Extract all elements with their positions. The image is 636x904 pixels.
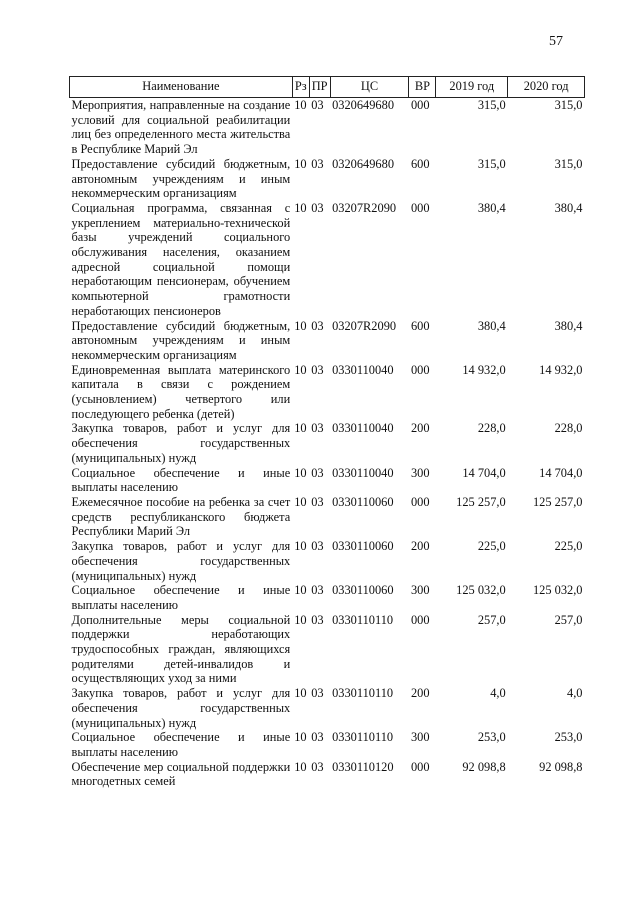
cell-cs: 0330110110 — [332, 686, 394, 701]
table-header — [70, 77, 585, 98]
cell-name: Закупка товаров, работ и услуг для обеспечения государственных (муниципальных) нужд — [71, 686, 291, 730]
column-header-cs: ЦС — [330, 77, 409, 98]
cell-vr: 000 — [410, 98, 430, 112]
table-row — [70, 686, 585, 730]
cell-rz: 10 — [294, 612, 307, 627]
cell-2020: 14 932,0 — [539, 362, 583, 377]
cell-cs: 0330110040 — [332, 465, 394, 480]
cell-2020: 315,0 — [554, 156, 583, 171]
cell-cs: 0330110110 — [332, 612, 394, 627]
cell-cs: 0330110060 — [332, 583, 394, 598]
cell-pr: 03 — [311, 686, 324, 701]
cell-pr: 03 — [311, 318, 324, 333]
cell-cs: 0330110060 — [332, 539, 394, 554]
cell-cs: 0320649680 — [332, 156, 395, 171]
cell-2020: 228,0 — [554, 421, 583, 436]
cell-2020: 225,0 — [554, 539, 583, 554]
cell-pr: 03 — [311, 421, 324, 436]
cell-rz: 10 — [294, 583, 307, 598]
table-row — [70, 421, 585, 465]
cell-name: Социальное обеспечение и иные выплаты населению — [71, 730, 291, 759]
cell-2020: 257,0 — [554, 612, 583, 627]
table-body — [70, 98, 585, 790]
cell-vr: 600 — [410, 156, 430, 171]
column-header-name: Наименование — [70, 77, 293, 98]
cell-rz: 10 — [294, 421, 307, 436]
cell-2019: 315,0 — [477, 98, 506, 112]
table-row — [70, 157, 585, 201]
cell-2019: 225,0 — [477, 539, 506, 554]
cell-cs: 0330110040 — [332, 421, 394, 436]
column-header-2020: 2020 год — [508, 77, 585, 98]
cell-pr: 03 — [311, 583, 324, 598]
cell-name: Социальная программа, связанная с укреплением материально-технической базы учреждений социального обслуживания населения, оказанием адресной социальной помощи неработающим пенсионерам, обучением компьютерной грамотности неработающих пенсионеров — [71, 200, 291, 318]
cell-2019: 92 098,8 — [462, 759, 506, 774]
cell-vr: 300 — [410, 465, 430, 480]
cell-name: Предоставление субсидий бюджетным, автономным учреждениям и иным некоммерческим организациям — [71, 156, 291, 201]
cell-pr: 03 — [311, 759, 324, 774]
cell-name: Социальное обеспечение и иные выплаты населению — [71, 465, 291, 495]
cell-2019: 380,4 — [477, 318, 506, 333]
cell-2019: 14 704,0 — [462, 465, 506, 480]
table-row — [70, 495, 585, 539]
cell-vr: 000 — [410, 759, 430, 774]
cell-cs: 0320649680 — [332, 98, 395, 112]
cell-2020: 315,0 — [554, 98, 583, 112]
table-row — [70, 760, 585, 789]
cell-cs: 0330110040 — [332, 362, 394, 377]
cell-rz: 10 — [294, 318, 307, 333]
cell-vr: 300 — [410, 583, 430, 598]
cell-2020: 14 704,0 — [539, 465, 583, 480]
cell-name: Обеспечение мер социальной поддержки многодетных семей — [71, 759, 291, 789]
cell-2019: 125 032,0 — [456, 583, 506, 598]
column-header-pr: ПР — [309, 77, 330, 98]
cell-vr: 000 — [410, 494, 430, 509]
column-header-vr: ВР — [409, 77, 436, 98]
cell-rz: 10 — [294, 465, 307, 480]
cell-rz: 10 — [294, 759, 307, 774]
cell-2019: 257,0 — [477, 612, 506, 627]
cell-rz: 10 — [294, 539, 307, 554]
table-row — [70, 363, 585, 422]
cell-2019: 253,0 — [477, 730, 506, 745]
column-header-2019: 2019 год — [436, 77, 508, 98]
cell-vr: 300 — [410, 730, 430, 745]
cell-pr: 03 — [311, 362, 324, 377]
cell-pr: 03 — [311, 494, 324, 509]
cell-name: Ежемесячное пособие на ребенка за счет средств республиканского бюджета Республики Марий Эл — [71, 494, 291, 539]
cell-2019: 315,0 — [477, 156, 506, 171]
table-row — [70, 730, 585, 759]
cell-name: Единовременная выплата материнского капитала в связи с рождением (усыновлением) четвертого или последующего ребенка (детей) — [71, 362, 291, 421]
cell-2020: 380,4 — [554, 200, 583, 215]
table-row — [70, 613, 585, 687]
cell-pr: 03 — [311, 612, 324, 627]
cell-vr: 000 — [410, 612, 430, 627]
cell-2019: 4,0 — [490, 686, 506, 701]
cell-vr: 200 — [410, 686, 430, 701]
cell-vr: 600 — [410, 318, 430, 333]
cell-name: Закупка товаров, работ и услуг для обеспечения государственных (муниципальных) нужд — [71, 539, 291, 583]
table-row — [70, 98, 585, 157]
cell-pr: 03 — [311, 98, 324, 112]
cell-cs: 03207R2090 — [332, 318, 397, 333]
cell-2020: 380,4 — [554, 318, 583, 333]
cell-2020: 4,0 — [567, 686, 583, 701]
cell-name: Мероприятия, направленные на создание условий для социальной реабилитации лиц без определенного места жительства в Республике Марий Эл — [71, 98, 291, 157]
table-row — [70, 201, 585, 319]
cell-2019: 380,4 — [477, 200, 506, 215]
cell-2020: 125 032,0 — [532, 583, 583, 598]
cell-vr: 000 — [410, 362, 430, 377]
cell-cs: 0330110060 — [332, 494, 394, 509]
cell-vr: 000 — [410, 200, 430, 215]
cell-pr: 03 — [311, 200, 324, 215]
cell-name: Предоставление субсидий бюджетным, автономным учреждениям и иным некоммерческим организациям — [71, 318, 291, 362]
cell-2019: 125 257,0 — [456, 494, 506, 509]
cell-name: Социальное обеспечение и иные выплаты населению — [71, 583, 291, 612]
cell-rz: 10 — [294, 98, 307, 112]
cell-cs: 0330110120 — [332, 759, 394, 774]
cell-pr: 03 — [311, 539, 324, 554]
cell-pr: 03 — [311, 730, 324, 745]
cell-2019: 228,0 — [477, 421, 506, 436]
cell-cs: 0330110110 — [332, 730, 394, 745]
cell-rz: 10 — [294, 362, 307, 377]
table-row — [70, 466, 585, 495]
cell-name: Дополнительные меры социальной поддержки неработающих трудоспособных граждан, являющихся родителями детей-инвалидов и осуществляющих уход за ними — [71, 612, 291, 686]
cell-vr: 200 — [410, 421, 430, 436]
cell-vr: 200 — [410, 539, 430, 554]
cell-rz: 10 — [294, 200, 307, 215]
cell-pr: 03 — [311, 465, 324, 480]
cell-2020: 253,0 — [554, 730, 583, 745]
cell-rz: 10 — [294, 494, 307, 509]
cell-2020: 92 098,8 — [539, 759, 583, 774]
column-header-rz: Рз — [292, 77, 309, 98]
cell-2020: 125 257,0 — [532, 494, 583, 509]
budget-table — [69, 76, 585, 789]
table-row — [70, 583, 585, 612]
cell-2019: 14 932,0 — [462, 362, 506, 377]
cell-rz: 10 — [294, 156, 307, 171]
page-number: 57 — [549, 34, 563, 49]
cell-cs: 03207R2090 — [332, 200, 397, 215]
table-row — [70, 319, 585, 363]
cell-rz: 10 — [294, 686, 307, 701]
cell-rz: 10 — [294, 730, 307, 745]
cell-name: Закупка товаров, работ и услуг для обеспечения государственных (муниципальных) нужд — [71, 421, 291, 465]
cell-pr: 03 — [311, 156, 324, 171]
table-row — [70, 539, 585, 583]
